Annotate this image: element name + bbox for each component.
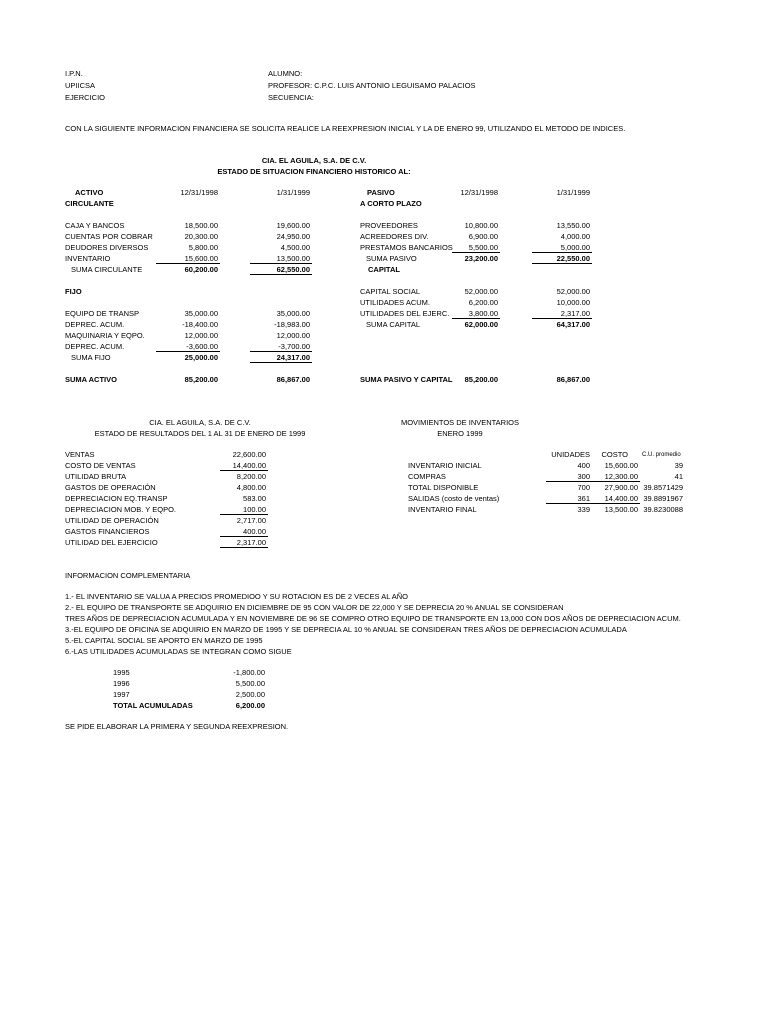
equity-v1: 52,000.00: [464, 287, 498, 296]
income-value: 4,800.00: [236, 483, 266, 492]
income-value: 14,400.00: [232, 461, 266, 470]
pasivo-header: PASIVO: [367, 188, 395, 197]
asset-v1: 18,500.00: [184, 221, 218, 230]
income-value: 2,717.00: [236, 516, 266, 525]
header-ejercicio: EJERCICIO: [65, 93, 106, 102]
suma-fijo-v2: 24,317.00: [276, 353, 310, 362]
income-label: UTILIDAD BRUTA: [65, 472, 127, 481]
asset-v2: 24,950.00: [276, 232, 310, 241]
inv-cost: 14,400.00: [604, 494, 638, 503]
income-value: 22,600.00: [232, 450, 266, 459]
underline: [546, 481, 640, 482]
inv-avg: 39: [674, 461, 683, 470]
inv-cost: 27,900.00: [604, 483, 638, 492]
underline: [220, 514, 268, 515]
inv-units: 300: [577, 472, 590, 481]
underline: [250, 263, 312, 264]
asset-v2: 19,600.00: [276, 221, 310, 230]
inv-label: TOTAL DISPONIBLE: [408, 483, 479, 492]
liab-v1: 10,800.00: [464, 221, 498, 230]
suma-activo-label: SUMA ACTIVO: [65, 375, 117, 384]
utility-value: 5,500.00: [235, 679, 265, 688]
fixed-label: DEPREC. ACUM.: [65, 342, 125, 351]
activo-date1: 12/31/1998: [180, 188, 218, 197]
header-upiicsa: UPIICSA: [65, 81, 96, 90]
balance-title: ESTADO DE SITUACION FINANCIERO HISTORICO AL:: [217, 167, 411, 176]
underline: [546, 503, 640, 504]
asset-v1: 5,800.00: [188, 243, 218, 252]
inv-label: SALIDAS (costo de ventas): [408, 494, 500, 503]
asset-label: CAJA Y BANCOS: [65, 221, 125, 230]
income-label: GASTOS DE OPERACIÓN: [65, 483, 156, 492]
equity-v1: 6,200.00: [468, 298, 498, 307]
complementary-line: 6.-LAS UTILIDADES ACUMULADAS SE INTEGRAN COMO SIGUE: [65, 647, 292, 656]
suma-activo-v2: 86,867.00: [276, 375, 310, 384]
suma-pasivo-capital-v2: 86,867.00: [556, 375, 590, 384]
closing-text: SE PIDE ELABORAR LA PRIMERA Y SEGUNDA REEXPRESION.: [65, 722, 289, 731]
suma-pasivo-v2: 22,550.00: [556, 254, 590, 263]
utility-year: 1996: [113, 679, 130, 688]
income-value: 100.00: [243, 505, 266, 514]
inv-cost: 12,300.00: [604, 472, 638, 481]
liab-label: ACREEDORES DIV.: [360, 232, 429, 241]
equity-v1: 3,800.00: [468, 309, 498, 318]
header-secuencia: SECUENCIA:: [268, 93, 314, 102]
fixed-v1: -18,400.00: [182, 320, 218, 329]
header-profesor: PROFESOR: C.P.C. LUIS ANTONIO LEGUISAMO PALACIOS: [268, 81, 476, 90]
income-value: 2,317.00: [236, 538, 266, 547]
income-label: GASTOS FINANCIEROS: [65, 527, 150, 536]
fixed-v1: 35,000.00: [184, 309, 218, 318]
col-avg: C.U. promedio: [642, 452, 681, 458]
asset-label: DEUDORES DIVERSOS: [65, 243, 149, 252]
col-cost: COSTO: [601, 450, 628, 459]
suma-pasivo-capital-v1: 85,200.00: [464, 375, 498, 384]
fixed-v2: 35,000.00: [276, 309, 310, 318]
underline: [156, 351, 220, 352]
suma-pasivo-capital-label: SUMA PASIVO Y CAPITAL: [360, 375, 453, 384]
complementary-line: 1.- EL INVENTARIO SE VALUA A PRECIOS PROMEDIOO Y SU ROTACION ES DE 2 VECES AL AÑO: [65, 592, 409, 601]
complementary-title: INFORMACION COMPLEMENTARIA: [65, 571, 191, 580]
asset-v2: 13,500.00: [276, 254, 310, 263]
suma-pasivo-v1: 23,200.00: [464, 254, 498, 263]
suma-activo-v1: 85,200.00: [184, 375, 218, 384]
balance-company: CIA. EL AGUILA, S.A. DE C.V.: [261, 156, 367, 165]
underline: [452, 318, 500, 319]
underline: [532, 263, 592, 264]
suma-capital-label: SUMA CAPITAL: [366, 320, 421, 329]
liab-v1: 6,900.00: [468, 232, 498, 241]
fixed-v2: 12,000.00: [276, 331, 310, 340]
underline: [250, 351, 312, 352]
complementary-line: 3.-EL EQUIPO DE OFICINA SE ADQUIRIO EN MARZO DE 1995 Y SE DEPRECIA AL 10 % ANUAL SE CONSIDERAN TRES AÑOS DE DEPRECIACION ACUMULADA: [65, 625, 627, 634]
col-units: UNIDADES: [551, 450, 590, 459]
suma-circulante-label: SUMA CIRCULANTE: [71, 265, 143, 274]
complementary-line: 5.-EL CAPITAL SOCIAL SE APORTO EN MARZO DE 1995: [65, 636, 263, 645]
pasivo-date2: 1/31/1999: [556, 188, 590, 197]
fixed-v2: -3,700.00: [278, 342, 310, 351]
header-alumno: ALUMNO:: [268, 69, 303, 78]
liab-v2: 4,000.00: [560, 232, 590, 241]
suma-circulante-v1: 60,200.00: [184, 265, 218, 274]
inv-cost: 13,500.00: [604, 505, 638, 514]
fixed-v1: -3,600.00: [186, 342, 218, 351]
suma-capital-v1: 62,000.00: [464, 320, 498, 329]
underline: [220, 536, 268, 537]
asset-v1: 15,600.00: [184, 254, 218, 263]
circulante-label: CIRCULANTE: [65, 199, 114, 208]
underline: [156, 263, 220, 264]
suma-capital-v2: 64,317.00: [556, 320, 590, 329]
income-label: COSTO DE VENTAS: [65, 461, 136, 470]
income-label: UTILIDAD DE OPERACIÓN: [65, 516, 159, 525]
equity-v2: 2,317.00: [560, 309, 590, 318]
income-label: DEPRECIACION MOB. Y EQPO.: [65, 505, 176, 514]
fijo-label: FIJO: [65, 287, 82, 296]
underline: [250, 274, 312, 275]
equity-label: UTILIDADES DEL EJERC.: [360, 309, 450, 318]
intro-text: CON LA SIGUIENTE INFORMACION FINANCIERA SE SOLICITA REALICE LA REEXPRESION INICIAL Y LA DE ENERO 99, UTILIZANDO EL METODO DE INDICES.: [65, 124, 626, 133]
underline: [250, 362, 312, 363]
inv-units: 339: [577, 505, 590, 514]
income-label: DEPRECIACION EQ.TRANSP: [65, 494, 168, 503]
inv-avg: 39.8891967: [643, 494, 683, 503]
inv-units: 400: [577, 461, 590, 470]
inv-units: 700: [577, 483, 590, 492]
suma-circulante-v2: 62,550.00: [276, 265, 310, 274]
complementary-line: 2.- EL EQUIPO DE TRANSPORTE SE ADQUIRIO EN DICIEMBRE DE 95 CON VALOR DE 22,000 Y SE DEPRECIA 20 % ANUAL SE CONSIDERAN: [65, 603, 564, 612]
asset-label: INVENTARIO: [65, 254, 111, 263]
fixed-label: MAQUINARIA Y EQPO.: [65, 331, 145, 340]
underline: [220, 470, 268, 471]
utility-value: -1,800.00: [233, 668, 265, 677]
equity-v2: 52,000.00: [556, 287, 590, 296]
inv-cost: 15,600.00: [604, 461, 638, 470]
liab-label: PROVEEDORES: [360, 221, 418, 230]
fixed-label: DEPREC. ACUM.: [65, 320, 125, 329]
inv-avg: 41: [674, 472, 683, 481]
activo-header: ACTIVO: [75, 188, 104, 197]
utility-total-label: TOTAL ACUMULADAS: [113, 701, 193, 710]
utility-value: 2,500.00: [235, 690, 265, 699]
inventory-title: MOVIMIENTOS DE INVENTARIOS: [400, 418, 520, 427]
suma-fijo-label: SUMA FIJO: [71, 353, 111, 362]
complementary-line: TRES AÑOS DE DEPRECIACION ACUMULADA Y EN NOVIEMBRE DE 96 SE COMPRO OTRO EQUIPO DE TRANSPORTE EN 13,000 CON DOS AÑOS DE DEPRECIACION ACUM.: [65, 614, 681, 623]
equity-label: UTILIDADES ACUM.: [360, 298, 431, 307]
underline: [220, 547, 268, 548]
underline: [532, 252, 592, 253]
inv-avg: 39.8571429: [643, 483, 683, 492]
inv-label: INVENTARIO INICIAL: [408, 461, 482, 470]
utility-year: 1995: [113, 668, 130, 677]
header-ipn: I.P.N.: [65, 69, 83, 78]
fixed-v2: -18,983.00: [274, 320, 310, 329]
income-title: ESTADO DE RESULTADOS DEL 1 AL 31 DE ENERO DE 1999: [94, 429, 306, 438]
liab-v1: 5,500.00: [468, 243, 498, 252]
asset-v1: 20,300.00: [184, 232, 218, 241]
liab-v2: 5,000.00: [560, 243, 590, 252]
asset-v2: 4,500.00: [280, 243, 310, 252]
inv-label: COMPRAS: [408, 472, 446, 481]
underline: [532, 318, 592, 319]
fixed-v1: 12,000.00: [184, 331, 218, 340]
inv-avg: 39.8230088: [643, 505, 683, 514]
utility-year: 1997: [113, 690, 130, 699]
suma-pasivo-label: SUMA PASIVO: [366, 254, 417, 263]
inv-label: INVENTARIO FINAL: [408, 505, 477, 514]
asset-label: CUENTAS POR COBRAR: [65, 232, 153, 241]
fixed-label: EQUIPO DE TRANSP: [65, 309, 140, 318]
utility-total-value: 6,200.00: [235, 701, 265, 710]
pasivo-date1: 12/31/1998: [460, 188, 498, 197]
corto-plazo-label: A CORTO PLAZO: [360, 199, 422, 208]
income-value: 583.00: [243, 494, 266, 503]
equity-label: CAPITAL SOCIAL: [360, 287, 421, 296]
activo-date2: 1/31/1999: [276, 188, 310, 197]
inventory-subtitle: ENERO 1999: [437, 429, 483, 438]
suma-fijo-v1: 25,000.00: [184, 353, 218, 362]
liab-v2: 13,550.00: [556, 221, 590, 230]
income-company: CIA. EL AGUILA, S.A. DE C.V.: [149, 418, 251, 427]
income-value: 8,200.00: [236, 472, 266, 481]
capital-label: CAPITAL: [368, 265, 400, 274]
inv-units: 361: [577, 494, 590, 503]
income-label: VENTAS: [65, 450, 95, 459]
income-value: 400.00: [243, 527, 266, 536]
income-label: UTILIDAD DEL EJERCICIO: [65, 538, 158, 547]
liab-label: PRESTAMOS BANCARIOS: [360, 243, 453, 252]
equity-v2: 10,000.00: [556, 298, 590, 307]
underline: [452, 252, 500, 253]
